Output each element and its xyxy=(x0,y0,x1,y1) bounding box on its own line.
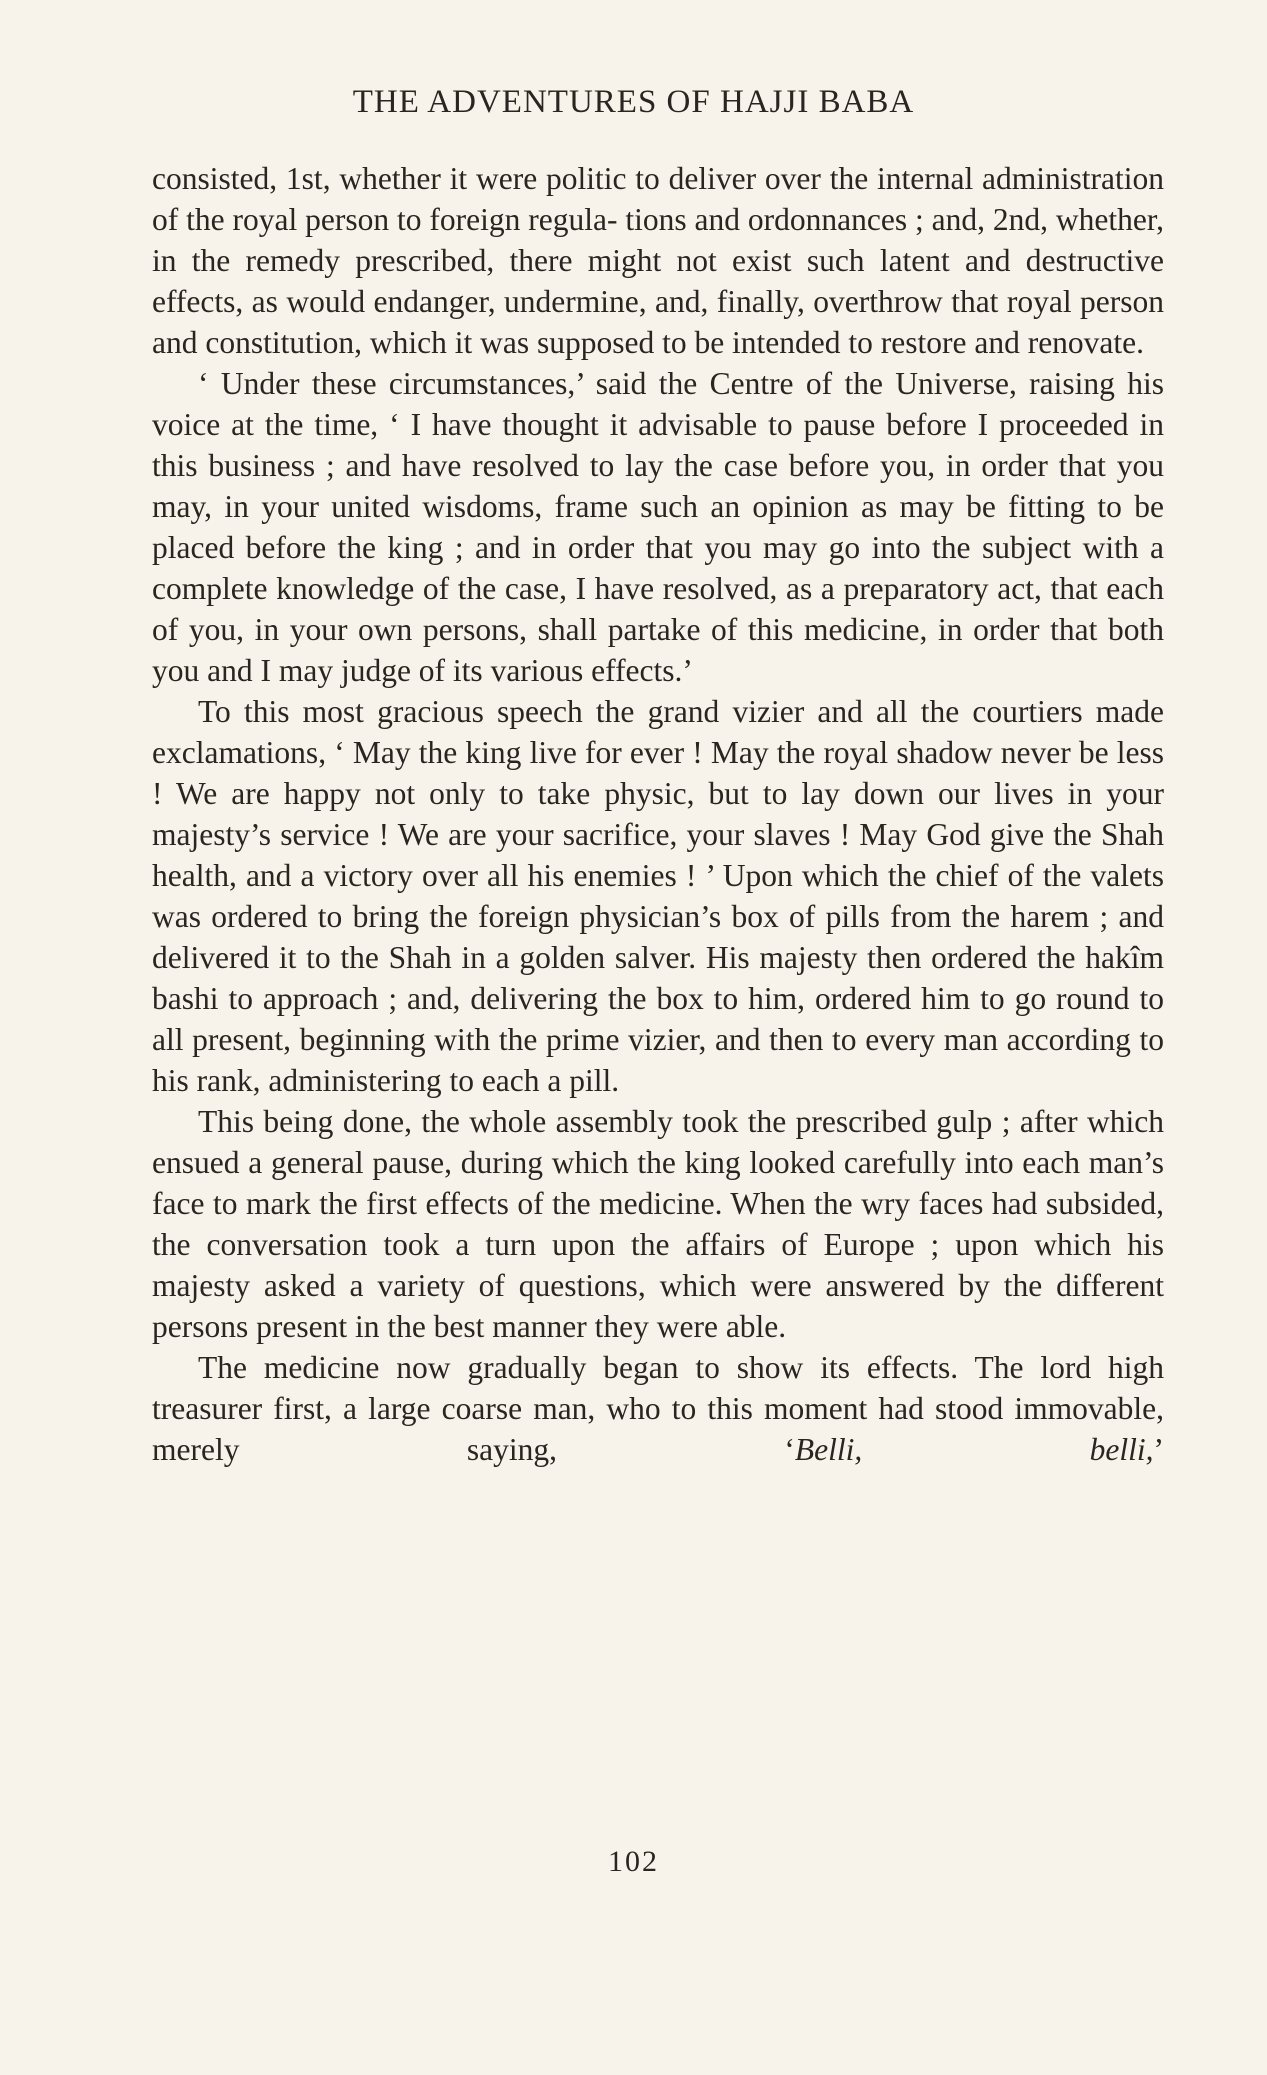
paragraph-continued xyxy=(152,1347,1164,1470)
paragraph: To this most gracious speech the grand vizier and all the courtiers made exclamations, ‘ May the king live for ever ! May the royal shadow never be less ! We are happy not only to take physic, but to lay down our lives in your majesty’s service ! We are your sacrifice, your slaves ! May God give the Shah health, and a victory over all his enemies ! ’ Upon which the chief of the valets was ordered to bring the foreign physician’s box of pills from the harem ; and delivered it to the Shah in a golden salver. His majesty then ordered the hakîm bashi to approach ; and, delivering the box to him, ordered him to go round to all present, beginning with the prime vizier, and then to every man according to his rank, administering to each a pill. xyxy=(152,694,1164,1098)
paragraph: ‘ Under these circumstances,’ said the Centre of the Universe, raising his voice at the time, ‘ I have thought it advisable to pause before I proceeded in this business ; and have resolved to lay the case before you, in order that you may, in your united wisdoms, frame such an opinion as may be fitting to be placed before the king ; and in order that you may go into the subject with a complete knowledge of the case, I have resolved, as a preparatory act, that each of you, in your own persons, shall partake of this medicine, in order that both you and I may judge of its various effects.’ xyxy=(152,366,1164,688)
running-head: THE ADVENTURES OF HAJJI BABA xyxy=(352,84,915,120)
paragraph: This being done, the whole assembly took the prescribed gulp ; after which ensued a general pause, during which the king looked carefully into each man’s face to mark the first effects of the medicine. When the wry faces had subsided, the conversation took a turn upon the affairs of Europe ; upon which his majesty asked a variety of questions, which were answered by the different persons present in the best manner they were able. xyxy=(152,1104,1164,1344)
italic-phrase: Belli, belli, xyxy=(794,1432,1154,1467)
paragraph: consisted, 1st, whether it were politic to deliver over the internal administration of the royal person to foreign regula- tions and ordonnances ; and, 2nd, whether, in the remedy prescribed, there might not exist such latent and destructive effects, as would endanger, undermine, and, finally, overthrow that royal person and constitution, which it was supposed to be intended to restore and renovate. xyxy=(152,161,1164,360)
paragraph-text: The medicine now gradually began to show its effects. The lord high treasurer first, a large coarse man, who to this moment had stood immovable, merely saying, ‘ xyxy=(152,1350,1164,1467)
closing-quote: ’ xyxy=(1153,1432,1164,1467)
page-number: 102 xyxy=(608,1845,659,1878)
body-text xyxy=(152,158,1164,1470)
